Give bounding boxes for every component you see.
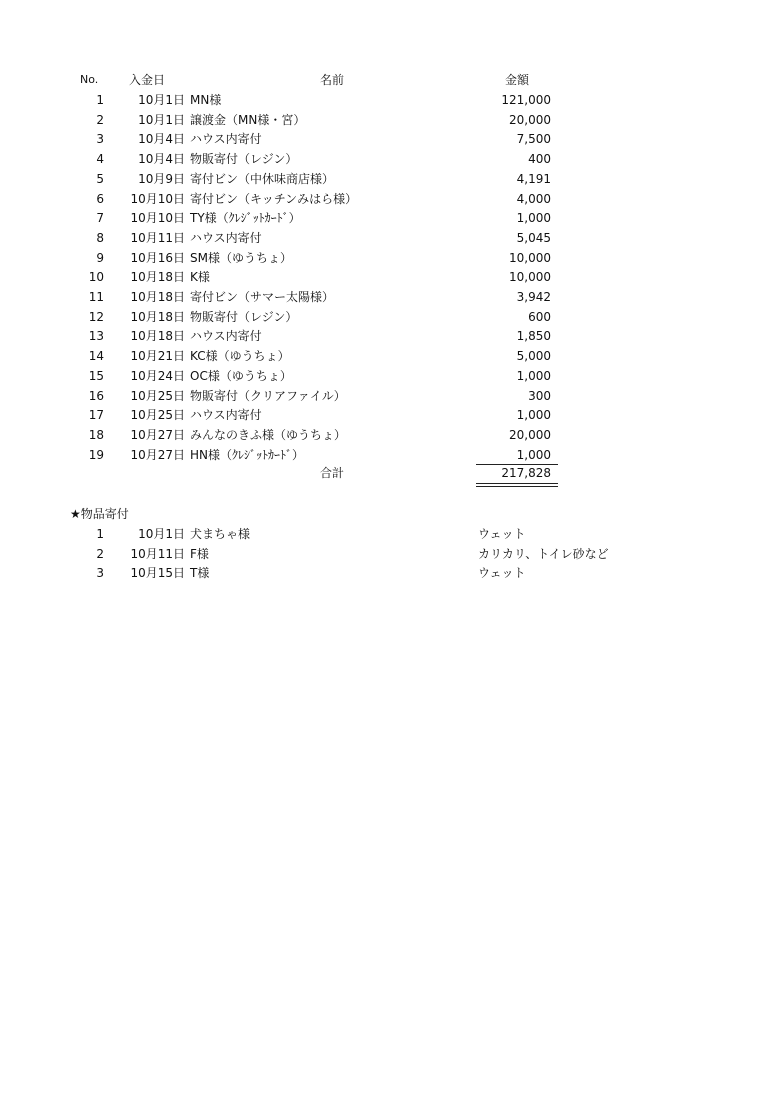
row-amount: 10,000: [509, 250, 551, 265]
table-row: [0, 366, 780, 386]
row-no: 13: [88, 329, 104, 344]
table-row: [0, 149, 780, 169]
row-date: 10月25日: [130, 388, 185, 403]
row-amount: 300: [528, 388, 551, 403]
row-no: 18: [88, 427, 104, 442]
table-row: [0, 189, 780, 209]
row-name: 物販寄付（クリアファイル）: [190, 388, 346, 403]
row-date: 10月10日: [130, 191, 185, 206]
row-name: TY様（ｸﾚｼﾞｯﾄｶｰﾄﾞ）: [190, 211, 301, 226]
row-date: 10月10日: [130, 211, 185, 226]
row-amount: 10,000: [509, 270, 551, 285]
row-amount: 5,045: [516, 230, 551, 245]
row-amount: 3,942: [516, 290, 551, 304]
table-row: [0, 307, 780, 327]
row-name: KC様（ゆうちょ）: [190, 349, 290, 364]
row-date: 10月1日: [138, 93, 185, 107]
table-row: [0, 248, 780, 268]
total-label: 合計: [320, 466, 345, 480]
goods-no: 1: [96, 527, 104, 541]
table-row: [0, 90, 780, 110]
row-date: 10月18日: [130, 309, 185, 324]
row-no: 14: [88, 349, 104, 364]
row-no: 2: [96, 112, 104, 127]
row-amount: 400: [528, 152, 551, 167]
goods-section-title: ★物品寄付: [70, 507, 129, 521]
row-no: 12: [88, 309, 104, 324]
row-date: 10月4日: [138, 132, 185, 147]
goods-date: 10月11日: [130, 546, 185, 561]
row-no: 10: [88, 270, 104, 285]
goods-name: T様: [190, 566, 210, 581]
row-name: ハウス内寄付: [190, 132, 262, 147]
row-name: みんなのきふ様（ゆうちょ）: [190, 427, 347, 442]
goods-row: [0, 524, 780, 544]
row-no: 1: [96, 93, 104, 107]
row-name: HN様（ｸﾚｼﾞｯﾄｶｰﾄﾞ）: [190, 447, 305, 462]
goods-name: F様: [190, 546, 209, 561]
row-amount: 20,000: [509, 427, 551, 442]
row-date: 10月18日: [130, 270, 185, 285]
row-amount: 1,850: [516, 329, 551, 344]
header-amount: 金額: [505, 73, 530, 87]
total-rule-double: [476, 483, 558, 487]
row-no: 7: [96, 211, 104, 226]
goods-date: 10月1日: [138, 527, 185, 541]
goods-note: カリカリ、トイレ砂など: [478, 546, 609, 561]
row-no: 5: [96, 171, 104, 186]
table-row: [0, 425, 780, 445]
row-amount: 600: [528, 309, 551, 324]
goods-note: ウェット: [478, 566, 526, 581]
table-row: [0, 386, 780, 406]
row-name: 寄付ビン（サマー太陽様）: [190, 290, 335, 304]
row-amount: 7,500: [516, 132, 551, 147]
row-no: 6: [96, 191, 104, 206]
row-date: 10月18日: [130, 329, 185, 344]
row-name: 物販寄付（レジン）: [190, 152, 298, 167]
goods-name: 犬まちゃ様: [190, 527, 251, 541]
row-no: 9: [96, 250, 104, 265]
table-row: [0, 228, 780, 248]
goods-note: ウェット: [478, 527, 526, 541]
row-name: K様: [190, 270, 210, 285]
goods-row: [0, 563, 780, 583]
row-name: ハウス内寄付: [190, 329, 262, 344]
row-no: 3: [96, 132, 104, 147]
goods-row: [0, 544, 780, 564]
row-date: 10月25日: [130, 408, 185, 423]
table-row: [0, 169, 780, 189]
row-date: 10月27日: [130, 427, 185, 442]
row-date: 10月11日: [130, 230, 185, 245]
goods-date: 10月15日: [130, 566, 185, 581]
table-row: [0, 405, 780, 425]
header-date: 入金日: [129, 73, 166, 87]
table-header: [0, 70, 780, 90]
row-no: 16: [88, 388, 104, 403]
row-name: 寄付ビン（キッチンみはら様）: [190, 191, 358, 206]
row-amount: 20,000: [509, 112, 551, 127]
row-no: 19: [88, 447, 104, 462]
row-name: MN様: [190, 93, 222, 107]
table-row: [0, 445, 780, 465]
row-date: 10月9日: [138, 171, 185, 186]
row-date: 10月27日: [130, 447, 185, 462]
goods-no: 2: [96, 546, 104, 561]
table-row: [0, 287, 780, 307]
row-no: 8: [96, 230, 104, 245]
row-name: OC様（ゆうちょ）: [190, 368, 292, 383]
total-row: [0, 463, 780, 483]
row-no: 17: [88, 408, 104, 423]
table-row: [0, 129, 780, 149]
row-date: 10月18日: [130, 290, 185, 304]
row-date: 10月16日: [130, 250, 185, 265]
header-no: No.: [80, 73, 99, 86]
goods-no: 3: [96, 566, 104, 581]
row-no: 11: [88, 290, 104, 304]
row-name: ハウス内寄付: [190, 408, 262, 423]
row-amount: 5,000: [516, 349, 551, 364]
row-no: 15: [88, 368, 104, 383]
row-amount: 4,000: [516, 191, 551, 206]
table-row: [0, 267, 780, 287]
row-amount: 1,000: [516, 368, 551, 383]
row-amount: 1,000: [516, 447, 551, 462]
table-row: [0, 110, 780, 130]
row-no: 4: [96, 152, 104, 167]
row-amount: 1,000: [516, 211, 551, 226]
row-name: 物販寄付（レジン）: [190, 309, 298, 324]
row-date: 10月1日: [138, 112, 185, 127]
row-amount: 121,000: [501, 93, 551, 107]
row-amount: 4,191: [516, 171, 551, 186]
row-date: 10月21日: [130, 349, 185, 364]
row-date: 10月4日: [138, 152, 185, 167]
table-row: [0, 326, 780, 346]
row-amount: 1,000: [516, 408, 551, 423]
table-row: [0, 346, 780, 366]
header-name: 名前: [320, 73, 345, 87]
row-name: 譲渡金（MN様・宮）: [190, 112, 306, 127]
row-name: SM様（ゆうちょ）: [190, 250, 292, 265]
total-amount: 217,828: [501, 466, 551, 480]
row-name: 寄付ビン（中休味商店様）: [190, 171, 335, 186]
row-date: 10月24日: [130, 368, 185, 383]
table-row: [0, 208, 780, 228]
row-name: ハウス内寄付: [190, 230, 262, 245]
